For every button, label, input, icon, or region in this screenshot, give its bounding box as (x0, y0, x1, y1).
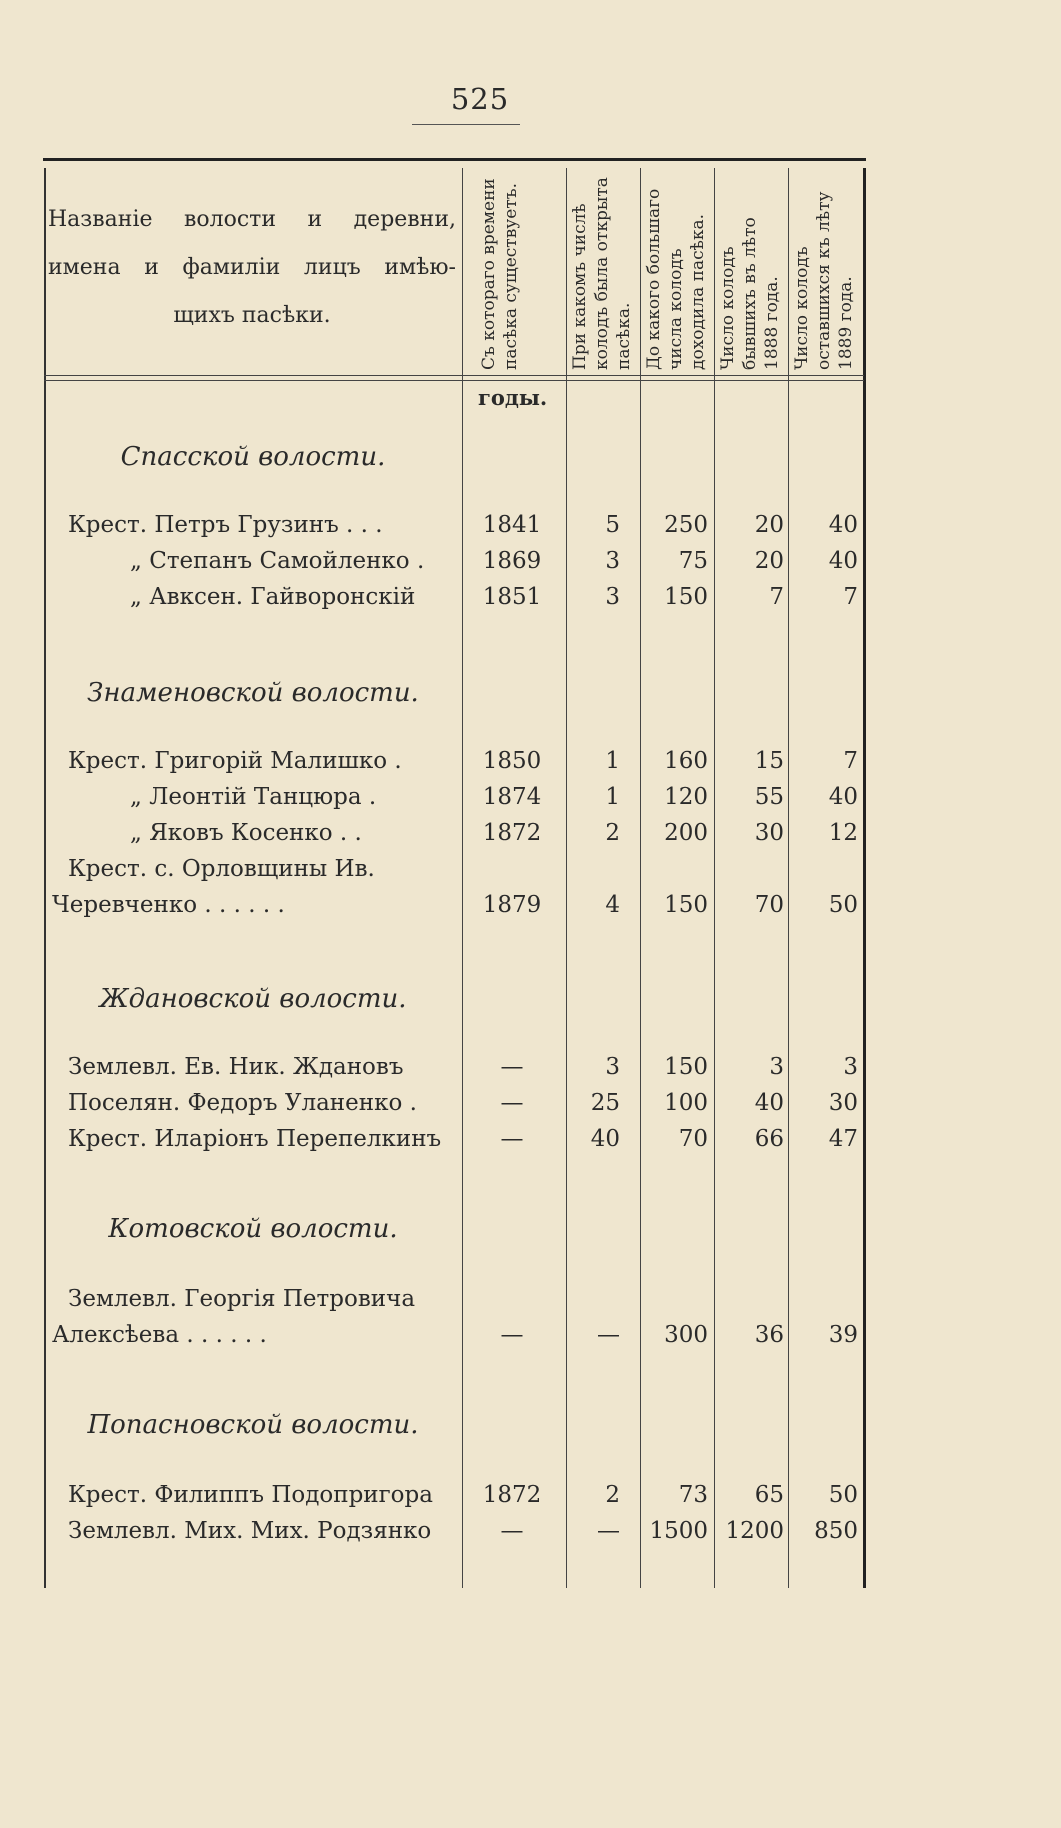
y1888-cell: 7 (769, 584, 784, 610)
year-cell: 1872 (482, 1482, 542, 1508)
y1888-cell: 66 (754, 1126, 784, 1152)
y1889-cell: 12 (828, 820, 858, 846)
max-cell: 1500 (649, 1518, 708, 1544)
section-title: Котовской волости. (108, 1214, 398, 1244)
max-cell: 120 (664, 784, 708, 810)
y1889-column-header: Число колодъ оставшихся къ лѣту 1889 года. (792, 191, 856, 370)
y1888-cell: 30 (754, 820, 784, 846)
section-title: Спасской волости. (120, 442, 386, 472)
owner-name: „ Леонтій Танцюра . (130, 784, 377, 810)
table-row (0, 1322, 1061, 1358)
section-title: Знаменовской волости. (87, 678, 419, 708)
max-cell: 250 (664, 512, 708, 538)
max-cell: 75 (678, 548, 708, 574)
section-title: Ждановской волости. (99, 984, 407, 1014)
header-rule (44, 375, 864, 381)
table-row (0, 748, 1061, 784)
y1889-cell: 30 (828, 1090, 858, 1116)
owner-name: Крест. с. Орловщины Ив. (68, 856, 375, 882)
name-header-line: имена и фамиліи лицъ имѣю- (48, 255, 456, 280)
year-cell: — (500, 1518, 524, 1544)
owner-name: Алексѣева . . . . . . (52, 1322, 267, 1348)
owner-name: Крест. Григорій Малишко . (68, 748, 402, 774)
table-row (0, 1126, 1061, 1162)
table-row (0, 856, 1061, 892)
year-cell: 1851 (482, 584, 542, 610)
year-cell: 1874 (482, 784, 542, 810)
table-row (0, 1518, 1061, 1554)
table-row (0, 1482, 1061, 1518)
table-row (0, 1054, 1061, 1090)
owner-name: Крест. Петръ Грузинъ . . . (68, 512, 383, 538)
year-cell: — (500, 1322, 524, 1348)
owner-name: Крест. Иларіонъ Перепелкинъ (68, 1126, 442, 1152)
owner-name: „ Степанъ Самойленко . (130, 548, 425, 574)
year-cell: 1879 (482, 892, 542, 918)
max-cell: 150 (664, 1054, 708, 1080)
opened-cell: 4 (605, 892, 620, 918)
table-row (0, 584, 1061, 620)
year-cell: 1869 (482, 548, 542, 574)
opened-cell: 3 (605, 1054, 620, 1080)
owner-name: Землевл. Георгія Петровича (68, 1286, 416, 1312)
y1888-cell: 1200 (725, 1518, 784, 1544)
opened-cell: — (597, 1322, 620, 1348)
y1889-cell: 3 (843, 1054, 858, 1080)
year-cell: — (500, 1054, 524, 1080)
opened-cell: 5 (605, 512, 620, 538)
owner-name: Поселян. Федоръ Уланенко . (68, 1090, 417, 1116)
year-cell: — (500, 1090, 524, 1116)
table-row (0, 820, 1061, 856)
table-row (0, 892, 1061, 928)
y1888-cell: 70 (754, 892, 784, 918)
table-row (0, 784, 1061, 820)
year-column-header: Съ котораго времени пасѣка существуетъ. (479, 178, 521, 370)
opened-cell: 25 (590, 1090, 620, 1116)
y1889-cell: 39 (828, 1322, 858, 1348)
year-cell: — (500, 1126, 524, 1152)
y1888-cell: 40 (754, 1090, 784, 1116)
max-cell: 200 (664, 820, 708, 846)
opened-cell: 40 (590, 1126, 620, 1152)
y1889-cell: 50 (828, 892, 858, 918)
table-row (0, 512, 1061, 548)
page-number-rule (412, 124, 520, 125)
max-cell: 73 (678, 1482, 708, 1508)
opened-cell: 3 (605, 584, 620, 610)
y1888-cell: 65 (754, 1482, 784, 1508)
y1888-cell: 20 (754, 548, 784, 574)
y1889-cell: 50 (828, 1482, 858, 1508)
owner-name: Крест. Филиппъ Подопригора (68, 1482, 433, 1508)
section-title: Попасновской волости. (87, 1410, 419, 1440)
y1888-cell: 3 (769, 1054, 784, 1080)
opened-cell: 3 (605, 548, 620, 574)
y1888-cell: 15 (754, 748, 784, 774)
table-row (0, 548, 1061, 584)
year-cell: 1872 (482, 820, 542, 846)
opened-cell: 2 (605, 1482, 620, 1508)
y1889-cell: 7 (843, 584, 858, 610)
y1888-cell: 36 (754, 1322, 784, 1348)
page-number: 525 (450, 82, 510, 116)
y1889-cell: 850 (814, 1518, 858, 1544)
y1888-column-header: Число колодъ бывшихъ въ лѣто 1888 года. (718, 217, 782, 370)
opened-column-header: При какомъ числѣ колодъ была открыта пасѣка. (570, 177, 634, 370)
max-cell: 160 (664, 748, 708, 774)
owner-name: Черевченко . . . . . . (52, 892, 285, 918)
table-row (0, 1090, 1061, 1126)
opened-cell: 2 (605, 820, 620, 846)
max-cell: 100 (664, 1090, 708, 1116)
y1889-cell: 7 (843, 748, 858, 774)
table-row (0, 1286, 1061, 1322)
max-cell: 150 (664, 892, 708, 918)
name-header-line: Названіе волости и деревни, (48, 207, 456, 232)
y1888-cell: 20 (754, 512, 784, 538)
year-unit-label: годы. (478, 385, 548, 410)
opened-cell: 1 (605, 784, 620, 810)
max-cell: 300 (664, 1322, 708, 1348)
max-column-header: До какого большаго числа колодъ доходила пасѣка. (644, 188, 708, 370)
year-cell: 1850 (482, 748, 542, 774)
name-header-line: щихъ пасѣки. (173, 303, 331, 328)
y1889-cell: 47 (828, 1126, 858, 1152)
year-cell: 1841 (482, 512, 542, 538)
max-cell: 70 (678, 1126, 708, 1152)
y1889-cell: 40 (828, 784, 858, 810)
opened-cell: 1 (605, 748, 620, 774)
y1888-cell: 55 (754, 784, 784, 810)
opened-cell: — (597, 1518, 620, 1544)
owner-name: „ Яковъ Косенко . . (130, 820, 362, 846)
max-cell: 150 (664, 584, 708, 610)
owner-name: Землевл. Мих. Мих. Родзянко (68, 1518, 432, 1544)
y1889-cell: 40 (828, 548, 858, 574)
name-column-header (48, 196, 456, 340)
y1889-cell: 40 (828, 512, 858, 538)
owner-name: Землевл. Ев. Ник. Ждановъ (68, 1054, 404, 1080)
owner-name: „ Авксен. Гайворонскій (130, 584, 416, 610)
